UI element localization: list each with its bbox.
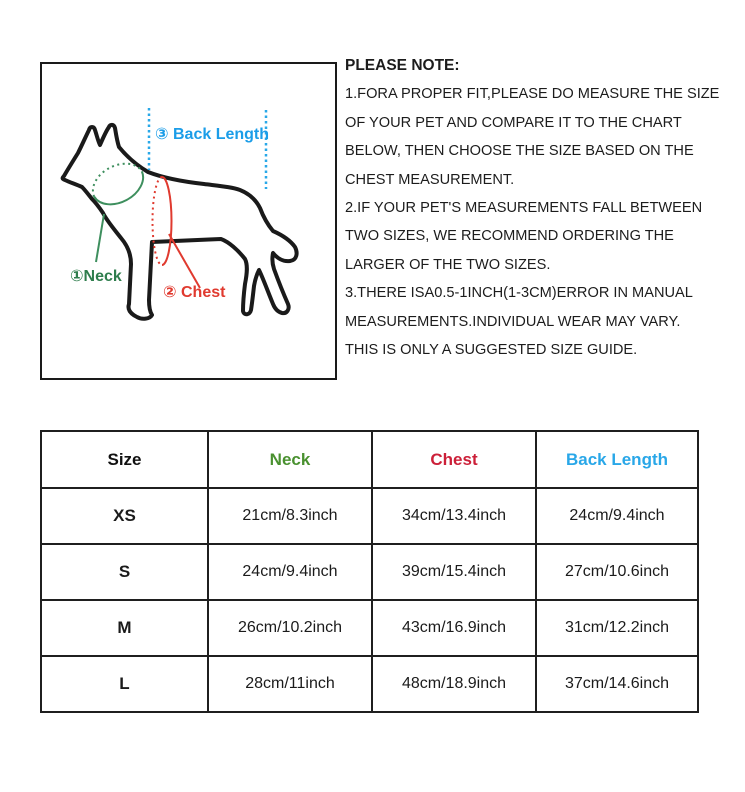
table-row-m (41, 600, 698, 656)
note-line: THIS IS ONLY A SUGGESTED SIZE GUIDE. (345, 342, 638, 359)
cell-chest: 43cm/16.9inch (372, 600, 536, 656)
cell-neck: 28cm/11inch (208, 656, 372, 712)
note-line: BELOW, THEN CHOOSE THE SIZE BASED ON THE (345, 143, 694, 160)
table-row-l (41, 656, 698, 712)
dog-diagram-svg (42, 64, 335, 378)
header-back-length: Back Length (536, 431, 698, 488)
cell-neck: 26cm/10.2inch (208, 600, 372, 656)
neck-pointer-line (96, 214, 104, 262)
note-line: TWO SIZES, WE RECOMMEND ORDERING THE (345, 228, 674, 245)
note-line: 2.IF YOUR PET'S MEASUREMENTS FALL BETWEEN (345, 200, 703, 217)
header-size: Size (41, 431, 208, 488)
chest-label: ② Chest (163, 284, 226, 301)
cell-neck: 24cm/9.4inch (208, 544, 372, 600)
note-line: OF YOUR PET AND COMPARE IT TO THE CHART (345, 114, 682, 131)
table-row-xs (41, 488, 698, 544)
cell-chest: 39cm/15.4inch (372, 544, 536, 600)
size-table (40, 430, 699, 713)
cell-size: S (41, 544, 208, 600)
cell-neck: 21cm/8.3inch (208, 488, 372, 544)
header-neck: Neck (208, 431, 372, 488)
note-line: 1.FORA PROPER FIT,PLEASE DO MEASURE THE SIZE (345, 86, 720, 103)
dog-diagram-box (40, 62, 337, 380)
cell-size: M (41, 600, 208, 656)
cell-chest: 34cm/13.4inch (372, 488, 536, 544)
table-row-s (41, 544, 698, 600)
cell-back-length: 24cm/9.4inch (536, 488, 698, 544)
cell-back-length: 37cm/14.6inch (536, 656, 698, 712)
note-line: CHEST MEASUREMENT. (345, 171, 515, 188)
note-block (345, 52, 720, 364)
note-line: MEASUREMENTS.INDIVIDUAL WEAR MAY VARY. (345, 313, 681, 330)
cell-size: L (41, 656, 208, 712)
neck-label: ①Neck (70, 268, 122, 285)
size-table-header-row (41, 431, 698, 488)
cell-chest: 48cm/18.9inch (372, 656, 536, 712)
note-line: 3.THERE ISA0.5-1INCH(1-3CM)ERROR IN MANUAL (345, 285, 693, 302)
note-line: LARGER OF THE TWO SIZES. (345, 256, 551, 273)
cell-size: XS (41, 488, 208, 544)
cell-back-length: 27cm/10.6inch (536, 544, 698, 600)
back-length-label: ③ Back Length (155, 126, 270, 143)
note-title: PLEASE NOTE: (345, 57, 460, 74)
cell-back-length: 31cm/12.2inch (536, 600, 698, 656)
header-chest: Chest (372, 431, 536, 488)
